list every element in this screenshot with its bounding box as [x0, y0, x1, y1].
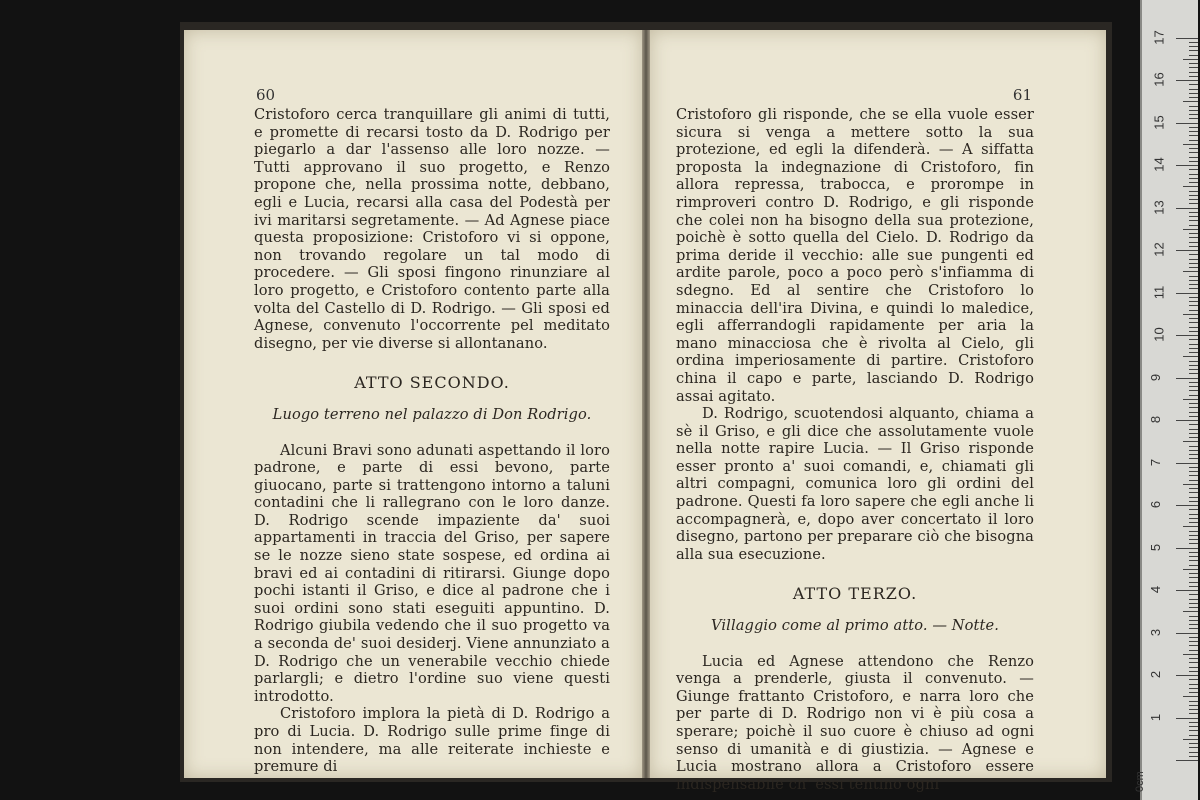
ruler-tick: [1189, 118, 1198, 119]
ruler-number: 4: [1148, 585, 1164, 594]
ruler-tick: [1189, 437, 1198, 438]
ruler-number: 17: [1151, 29, 1167, 45]
ruler-tick: [1189, 110, 1198, 111]
ruler-tick: [1176, 38, 1198, 39]
ruler-tick: [1189, 662, 1198, 663]
ruler-tick: [1189, 518, 1198, 519]
ruler-tick: [1189, 573, 1198, 574]
act-three-setting: Villaggio come al primo atto. — Notte.: [711, 617, 999, 635]
act-two-setting: Luogo terreno nel palazzo di Don Rodrigo.: [272, 405, 592, 423]
ruler-tick: [1189, 310, 1198, 311]
ruler-tick: [1189, 369, 1198, 370]
ruler-tick: [1189, 624, 1198, 625]
ruler-tick: [1189, 67, 1198, 68]
ruler-tick: [1189, 713, 1198, 714]
ruler-tick: [1183, 186, 1198, 187]
ruler-tick: [1189, 373, 1198, 374]
ruler-tick: [1189, 594, 1198, 595]
ruler-tick: [1189, 730, 1198, 731]
ruler-tick: [1189, 458, 1198, 459]
ruler-tick: [1189, 565, 1198, 566]
ruler-tick: [1176, 293, 1198, 294]
ruler-tick: [1189, 454, 1198, 455]
ruler-tick: [1189, 89, 1198, 90]
ruler-tick: [1189, 237, 1198, 238]
ruler-tick: [1189, 743, 1198, 744]
ruler-tick: [1176, 420, 1198, 421]
ruler-tick: [1176, 80, 1198, 81]
ruler-number: 15: [1151, 114, 1167, 130]
ruler-tick: [1189, 722, 1198, 723]
ruler-tick: [1189, 365, 1198, 366]
ruler-tick: [1189, 429, 1198, 430]
ruler-tick: [1189, 556, 1198, 557]
ruler-tick: [1189, 395, 1198, 396]
ruler-tick: [1183, 399, 1198, 400]
ruler-tick: [1189, 242, 1198, 243]
ruler-tick: [1176, 463, 1198, 464]
ruler-tick: [1183, 739, 1198, 740]
ruler-number: 1: [1148, 713, 1164, 721]
ruler-tick: [1176, 123, 1198, 124]
ruler-tick: [1176, 633, 1198, 634]
ruler-tick: [1189, 475, 1198, 476]
ruler-tick: [1183, 484, 1198, 485]
ruler-tick: [1189, 488, 1198, 489]
ruler-tick: [1189, 106, 1198, 107]
ruler-tick: [1189, 726, 1198, 727]
book-gutter: [642, 30, 650, 778]
ruler-tick: [1189, 386, 1198, 387]
right-page: [650, 30, 1106, 793]
ruler-tick: [1189, 225, 1198, 226]
ruler-tick: [1189, 552, 1198, 553]
ruler-tick: [1189, 705, 1198, 706]
ruler-tick: [1189, 390, 1198, 391]
ruler-tick: [1189, 148, 1198, 149]
ruler-tick: [1183, 229, 1198, 230]
left-paragraph-1: Cristoforo cerca tranquillare gli animi di tutti, e promette di recarsi tosto da D. Rodrigo per piegarlo a dar l'assenso alle loro nozze. — Tutti approvano il suo progetto, e Renzo propone che, nella prossima notte, debbano, egli e Lucia, recarsi alla casa del Podestà per ivi maritarsi segretamente. — Ad Agnese piace questa proposizione: Cristoforo vi si oppone, non trovando regolare un tal modo di procedere. — Gli sposi fingono rinunziare al loro progetto, e Cristoforo contento parte alla volta del Castello di D. Rodrigo. — Gli sposi ed Agnese, convenuto l'occorrente pel meditato disegno, per vie diverse si allontanano.: [254, 106, 610, 352]
ruler-number: 12: [1151, 242, 1167, 257]
ruler-tick: [1189, 747, 1198, 748]
ruler-tick: [1189, 263, 1198, 264]
left-paragraph-2: Alcuni Bravi sono adunati aspettando il loro padrone, e parte di essi bevono, parte giuocano, parte si trattengono intorno a taluni contadini che li rallegrano con le loro danze. D. Rodrigo scende impaziente da' suoi appartamenti in traccia del Griso, per sapere se le nozze sieno state sospese, ed ordina ai bravi ed ai contadini di ritirarsi. Giunge dopo pochi istanti il Griso, e dice al padrone che i suoi ordini sono stati eseguiti appuntino. D. Rodrigo giubila vedendo che il suo progetto va a seconda de' suoi desiderj. Viene annunziato a D. Rodrigo che un venerabile vecchio chiede parlargli; e dietro l'ordine suo viene questi introdotto.: [254, 441, 610, 705]
ruler-tick: [1189, 174, 1198, 175]
ruler-tick: [1189, 752, 1198, 753]
ruler-tick: [1183, 569, 1198, 570]
ruler-tick: [1189, 450, 1198, 451]
ruler-tick: [1189, 135, 1198, 136]
ruler-number: 5: [1148, 543, 1164, 551]
ruler-tick: [1189, 93, 1198, 94]
act-two-heading: ATTO SECONDO.: [354, 373, 510, 393]
left-paragraph-3: Cristoforo implora la pietà di D. Rodrigo a pro di Lucia. D. Rodrigo sulle prime finge di non intendere, ma alle reiterate inchieste e premure di: [254, 705, 610, 776]
ruler-tick: [1189, 645, 1198, 646]
ruler-tick: [1189, 407, 1198, 408]
ruler-number: 13: [1151, 199, 1167, 215]
ruler-tick: [1189, 539, 1198, 540]
ruler-tick: [1189, 701, 1198, 702]
ruler-tick: [1183, 654, 1198, 655]
ruler-tick: [1183, 526, 1198, 527]
ruler-tick: [1189, 276, 1198, 277]
ruler-tick: [1183, 314, 1198, 315]
ruler-number: 3: [1148, 628, 1164, 636]
ruler-tick: [1189, 114, 1198, 115]
ruler-tick: [1189, 50, 1198, 51]
ruler-tick: [1189, 199, 1198, 200]
ruler-tick: [1189, 501, 1198, 502]
ruler-tick: [1189, 582, 1198, 583]
ruler-tick: [1189, 84, 1198, 85]
ruler-tick: [1189, 412, 1198, 413]
ruler-tick: [1189, 492, 1198, 493]
ruler-tick: [1189, 318, 1198, 319]
left-page-text: [254, 106, 610, 776]
ruler-tick: [1183, 271, 1198, 272]
page-number-left: 60: [256, 86, 276, 104]
ruler-tick: [1176, 760, 1198, 761]
ruler-tick: [1189, 603, 1198, 604]
ruler-tick: [1189, 305, 1198, 306]
ruler-tick: [1189, 246, 1198, 247]
ruler-tick: [1176, 718, 1198, 719]
ruler-tick: [1189, 161, 1198, 162]
ruler-tick: [1189, 301, 1198, 302]
ruler-tick: [1189, 709, 1198, 710]
ruler-tick: [1189, 127, 1198, 128]
ruler-number: 14: [1151, 157, 1167, 172]
ruler-tick: [1189, 658, 1198, 659]
ruler-tick: [1189, 509, 1198, 510]
ruler-tick: [1189, 280, 1198, 281]
ruler-tick: [1189, 331, 1198, 332]
ruler-tick: [1183, 356, 1198, 357]
ruler-tick: [1176, 208, 1198, 209]
ruler-number: 6: [1148, 500, 1164, 509]
ruler-number: 16: [1151, 72, 1167, 87]
ruler-tick: [1189, 688, 1198, 689]
ruler-tick: [1183, 611, 1198, 612]
ruler-tick: [1189, 233, 1198, 234]
ruler-unit-label: 0cm: [1134, 771, 1146, 792]
ruler-tick: [1183, 441, 1198, 442]
ruler-tick: [1189, 522, 1198, 523]
ruler-tick: [1189, 348, 1198, 349]
ruler-tick: [1189, 756, 1198, 757]
ruler-number: 10: [1151, 327, 1167, 342]
ruler-tick: [1189, 616, 1198, 617]
ruler-tick: [1189, 480, 1198, 481]
ruler-tick: [1176, 548, 1198, 549]
left-page: [184, 30, 642, 778]
ruler-tick: [1189, 178, 1198, 179]
ruler-tick: [1189, 586, 1198, 587]
ruler-number: 11: [1151, 285, 1167, 299]
ruler-tick: [1189, 514, 1198, 515]
right-paragraph-2: D. Rodrigo, scuotendosi alquanto, chiama a sè il Griso, e gli dice che assolutamente vuole nella notte rapire Lucia. — Il Griso risponde esser pronto a' suoi comandi, e, chiamati gli altri compagni, comunica loro gli ordini del padrone. Questi fa loro sapere che egli anche li accompagnerà, e, dopo aver concertato il loro disegno, partono per preparare ciò che bisogna alla sua esecuzione.: [676, 405, 1034, 563]
ruler-tick: [1189, 599, 1198, 600]
ruler-number: 2: [1148, 670, 1164, 679]
ruler-tick: [1189, 671, 1198, 672]
ruler-tick: [1189, 63, 1198, 64]
ruler-tick: [1189, 650, 1198, 651]
ruler-tick: [1189, 403, 1198, 404]
ruler-tick: [1189, 471, 1198, 472]
ruler-tick: [1189, 446, 1198, 447]
ruler-tick: [1189, 220, 1198, 221]
ruler-tick: [1189, 322, 1198, 323]
ruler-tick: [1189, 467, 1198, 468]
ruler-tick: [1176, 590, 1198, 591]
ruler-tick: [1189, 497, 1198, 498]
open-book: [180, 22, 1112, 793]
ruler-tick: [1176, 675, 1198, 676]
ruler-tick: [1189, 259, 1198, 260]
ruler-tick: [1189, 620, 1198, 621]
ruler-tick: [1176, 250, 1198, 251]
ruler-tick: [1189, 169, 1198, 170]
measuring-ruler: [1134, 0, 1198, 800]
ruler-tick: [1189, 327, 1198, 328]
ruler-tick: [1189, 667, 1198, 668]
ruler-tick: [1189, 55, 1198, 56]
ruler-tick: [1176, 505, 1198, 506]
ruler-tick: [1189, 424, 1198, 425]
right-page-text: [676, 106, 1034, 793]
ruler-tick: [1189, 267, 1198, 268]
page-number-right: 61: [1012, 86, 1032, 104]
ruler-tick: [1189, 543, 1198, 544]
ruler-tick: [1189, 152, 1198, 153]
ruler-number: 7: [1148, 458, 1164, 466]
ruler-tick: [1189, 288, 1198, 289]
ruler-tick: [1189, 46, 1198, 47]
right-paragraph-3: Lucia ed Agnese attendono che Renzo venga a prenderle, giusta il convenuto. — Giunge frattanto Cristoforo, e narra loro che per parte di D. Rodrigo non vi è più cosa a sperare; poichè il suo cuore è chiuso ad ogni senso di umanità e di giustizia. — Agnese e Lucia mostrano allora a Cristoforo essere indispensabile ch' essi tentino ogni: [676, 652, 1034, 793]
ruler-tick: [1189, 254, 1198, 255]
ruler-tick: [1189, 76, 1198, 77]
ruler-tick: [1189, 140, 1198, 141]
act-three-heading: ATTO TERZO.: [792, 584, 918, 604]
ruler-tick: [1189, 679, 1198, 680]
ruler-tick: [1183, 696, 1198, 697]
ruler-tick: [1183, 59, 1198, 60]
ruler-tick: [1183, 101, 1198, 102]
ruler-tick: [1189, 131, 1198, 132]
ruler-tick: [1189, 577, 1198, 578]
ruler-tick: [1189, 382, 1198, 383]
ruler-tick: [1189, 182, 1198, 183]
ruler-tick: [1189, 97, 1198, 98]
ruler-tick: [1189, 344, 1198, 345]
ruler-tick: [1189, 628, 1198, 629]
ruler-tick: [1189, 191, 1198, 192]
ruler-tick: [1189, 352, 1198, 353]
ruler-tick: [1189, 535, 1198, 536]
ruler-tick: [1189, 42, 1198, 43]
ruler-tick: [1189, 284, 1198, 285]
ruler-tick: [1189, 607, 1198, 608]
ruler-tick: [1176, 335, 1198, 336]
ruler-tick: [1189, 531, 1198, 532]
ruler-tick: [1189, 361, 1198, 362]
ruler-tick: [1189, 72, 1198, 73]
ruler-tick: [1189, 203, 1198, 204]
ruler-tick: [1189, 297, 1198, 298]
ruler-number: 8: [1148, 415, 1164, 424]
ruler-tick: [1189, 684, 1198, 685]
ruler-tick: [1189, 637, 1198, 638]
ruler-tick: [1189, 157, 1198, 158]
ruler-tick: [1189, 735, 1198, 736]
ruler-tick: [1176, 378, 1198, 379]
ruler-tick: [1189, 195, 1198, 196]
ruler-tick: [1183, 144, 1198, 145]
ruler-tick: [1189, 216, 1198, 217]
ruler-tick: [1189, 212, 1198, 213]
ruler-tick: [1189, 692, 1198, 693]
ruler-tick: [1189, 641, 1198, 642]
ruler-tick: [1176, 165, 1198, 166]
ruler-tick: [1189, 416, 1198, 417]
ruler-tick: [1189, 339, 1198, 340]
right-paragraph-1: Cristoforo gli risponde, che se ella vuole esser sicura si venga a mettere sotto la sua protezione, ed egli la difenderà. — A siffatta proposta la indegnazione di Cristoforo, fin allora repressa, trabocca, e prorompe in rimproveri contro D. Rodrigo, e gli risponde che colei non ha bisogno della sua protezione, poichè è sotto quella del Cielo. D. Rodrigo da prima deride il vecchio: alle sue pungenti ed ardite parole, poco a poco però s'infiamma di sdegno. Ed al sentire che Cristoforo lo minaccia dell'ira Divina, e quindi lo maledice, egli afferrandogli rapidamente per aria la mano minacciosa che è rivolta al Cielo, gli ordina imperiosamente di partire. Cristoforo china il capo e parte, lasciando D. Rodrigo assai agitato.: [676, 106, 1034, 405]
ruler-number: 9: [1148, 373, 1164, 381]
ruler-tick: [1189, 433, 1198, 434]
ruler-tick: [1189, 560, 1198, 561]
